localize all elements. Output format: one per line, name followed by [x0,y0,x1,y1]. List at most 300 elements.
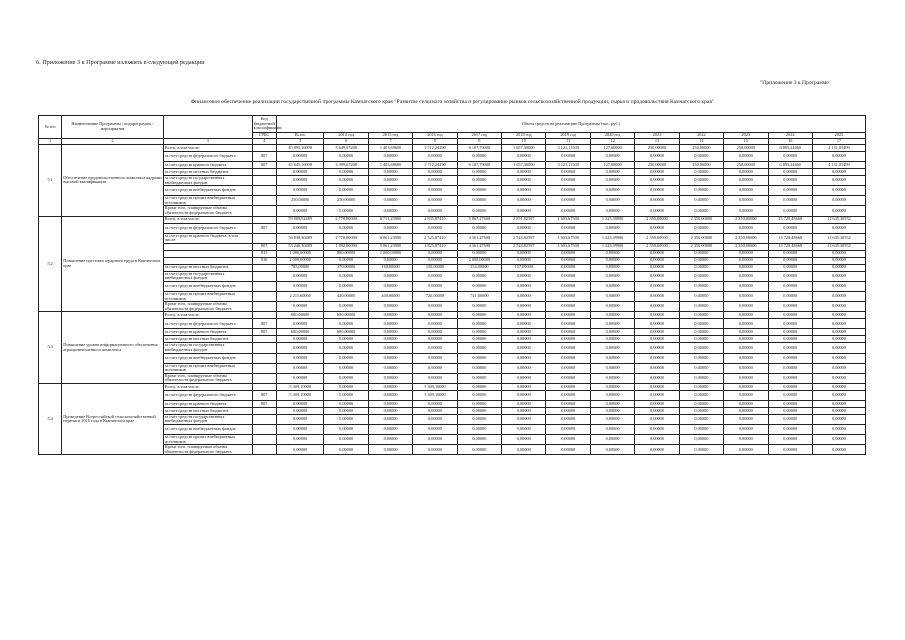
amount-cell: 0,00000 [502,281,546,291]
amount-cell: 2 350,00000 [679,243,723,250]
amount-cell: 0,00000 [635,281,679,291]
amount-cell: 0,00000 [413,343,457,353]
funding-source: за счет средств краевого бюджета [163,400,252,407]
amount-cell: 0,00000 [679,383,723,390]
amount-cell: 0,00000 [768,302,812,312]
table-row [39,162,866,169]
amount-cell: 0,00000 [502,414,546,424]
block-number: 5.3 [39,312,62,384]
amount-cell: 0,00000 [546,400,590,407]
header-year: 2019 год [546,133,590,139]
column-index: 5 [276,139,324,145]
amount-cell: 1 000,00000 [368,250,412,257]
amount-cell: 0,00000 [812,414,865,424]
amendment-line: 6. Приложение 3 к Программе изложить в следующей редакции [36,59,205,66]
amount-cell: 0,00000 [635,445,679,455]
amount-cell: 0,00000 [368,257,412,264]
funding-source: за счет средств государственных внебюджетных фондов [163,414,252,424]
table-row [39,250,866,257]
amount-cell: 0,00000 [768,383,812,390]
amount-cell: 0,00000 [502,343,546,353]
amount-cell: 0,00000 [324,435,368,445]
amount-cell: 0,00000 [276,435,324,445]
amount-cell: 0,00000 [457,329,501,336]
amount-cell: 0,00000 [457,186,501,196]
grbs-code [252,302,276,312]
block-name: Повышение престижа аграрного труда в Камчатском крае [62,216,164,312]
grbs-code [252,343,276,353]
amount-cell: 0,00000 [679,363,723,373]
amount-cell: 0,00000 [724,271,768,281]
amount-cell: 0,00000 [457,196,501,206]
amount-cell: 0,00000 [768,445,812,455]
amount-cell: 1 225,39900 [590,233,634,243]
amount-cell: 0,00000 [590,264,634,271]
amount-cell: 0,00000 [324,400,368,407]
amount-cell: 1 225,39900 [590,243,634,250]
amount-cell: 0,00000 [724,302,768,312]
funding-source: Всего, в том числе: [163,383,252,390]
amount-cell: 0,00000 [324,414,368,424]
table-row [39,302,866,312]
column-index: 15 [724,139,768,145]
amount-cell: 0,00000 [276,336,324,343]
amount-cell: 0,00000 [679,312,723,319]
amount-cell: 0,00000 [812,400,865,407]
amount-cell: 0,00000 [812,319,865,329]
amount-cell: 0,00000 [502,336,546,343]
table-row [39,336,866,343]
column-index: 2 [62,139,164,145]
table-row [39,353,866,363]
header-year: 2021 [635,133,679,139]
header-year: 2024 [768,133,812,139]
funding-source: за счет средств краевого бюджета [163,329,252,336]
amount-cell: 0,00000 [590,414,634,424]
amount-cell: 0,00000 [679,425,723,435]
amount-cell: 0,00000 [724,250,768,257]
amount-cell: 0,00000 [724,169,768,176]
funding-source: за счет средств государственных внебюджетных фондов [163,343,252,353]
amount-cell: 0,00000 [413,435,457,445]
table-row [39,363,866,373]
header-year: 2022 [679,133,723,139]
amount-cell: 0,00000 [768,169,812,176]
amount-cell: 0,00000 [724,264,768,271]
amount-cell: 160,00000 [368,264,412,271]
table-row [39,196,866,206]
table-row [39,243,866,250]
amount-cell: 170,00000 [324,264,368,271]
amount-cell: 0,00000 [635,302,679,312]
funding-source: за счет средств краевого бюджета, в том числе: [163,233,252,243]
amount-cell: 0,00000 [546,312,590,319]
amount-cell: 0,00000 [635,400,679,407]
amount-cell: 3 399,67208 [324,162,368,169]
amount-cell: 0,00000 [546,291,590,301]
header-year: 2016 год [413,133,457,139]
amount-cell: 0,00000 [768,435,812,445]
amount-cell: 0,00000 [679,281,723,291]
funding-source: за счет средств краевого бюджета [163,162,252,169]
amount-cell: 0,00000 [679,319,723,329]
amount-cell: 0,00000 [635,169,679,176]
amount-cell: 0,00000 [768,329,812,336]
amount-cell: 0,00000 [368,400,412,407]
funding-source: за счет средств государственных внебюджетных фондов [163,271,252,281]
funding-source: за счет средств прочих внебюджетных источников [163,363,252,373]
amount-cell: 0,00000 [413,373,457,383]
amount-cell: 0,00000 [324,271,368,281]
amount-cell: 680,00000 [324,329,368,336]
amount-cell: 0,00000 [590,425,634,435]
amount-cell: 1 657,30000 [502,162,546,169]
header-year: 2018 год [502,133,546,139]
amount-cell: 0,00000 [679,169,723,176]
amount-cell: 0,00000 [546,329,590,336]
table-row [39,145,866,152]
amount-cell: 0,00000 [590,176,634,186]
amount-cell: 250,00000 [635,162,679,169]
amount-cell: 0,00000 [724,363,768,373]
amount-cell: 0,00000 [679,373,723,383]
table-row [39,257,866,264]
amount-cell: 0,00000 [457,169,501,176]
amount-cell: 0,00000 [724,152,768,162]
amount-cell: 5 309,10000 [413,390,457,400]
amount-cell: 0,00000 [368,319,412,329]
amount-cell: 0,00000 [724,383,768,390]
funding-source: за счет средств федерального бюджета [163,319,252,329]
header-num: № п/п [39,116,62,139]
column-index: 16 [768,139,812,145]
amount-cell: 680,00000 [324,312,368,319]
amount-cell: 0,00000 [812,383,865,390]
amount-cell: 1 712,24290 [413,162,457,169]
amount-cell: 0,00000 [679,176,723,186]
amount-cell: 0,00000 [502,329,546,336]
amount-cell: 0,00000 [635,196,679,206]
table-row [39,216,866,223]
funding-source [163,250,252,257]
grbs-code [252,216,276,223]
amount-cell: 0,00000 [724,373,768,383]
amount-cell: 0,00000 [368,271,412,281]
amount-cell: 0,00000 [368,329,412,336]
amount-cell: 2 524,82597 [502,243,546,250]
amount-cell: 0,00000 [368,343,412,353]
amount-cell: 0,00000 [413,176,457,186]
amount-cell: 0,00000 [812,196,865,206]
amount-cell: 0,00000 [724,400,768,407]
amount-cell: 0,00000 [368,407,412,414]
amount-cell: 0,00000 [812,176,865,186]
amount-cell: 0,00000 [812,343,865,353]
amount-cell: 0,00000 [812,250,865,257]
amount-cell: 0,00000 [457,152,501,162]
amount-cell: 0,00000 [724,407,768,414]
amount-cell: 0,00000 [546,281,590,291]
amount-cell: 250,00000 [679,145,723,152]
amount-cell: 0,00000 [324,169,368,176]
amount-cell: 0,00000 [324,176,368,186]
amount-cell: 0,00000 [812,257,865,264]
amount-cell: 0,00000 [457,223,501,233]
amount-cell: 6 895,24460 [768,162,812,169]
amount-cell: 0,00000 [546,435,590,445]
table-row [39,176,866,186]
amount-cell: 0,00000 [679,186,723,196]
amount-cell: 0,00000 [413,169,457,176]
grbs-code [252,373,276,383]
grbs-code [252,425,276,435]
amount-cell: 0,00000 [768,363,812,373]
amount-cell: 0,00000 [635,264,679,271]
amount-cell: 0,00000 [724,291,768,301]
amount-cell: 0,00000 [590,390,634,400]
amount-cell: 0,00000 [590,407,634,414]
amount-cell: 0,00000 [457,445,501,455]
amount-cell: 4 131,05499 [812,145,865,152]
amount-cell: 0,00000 [679,206,723,216]
column-index: 7 [368,139,412,145]
amount-cell: 0,00000 [413,312,457,319]
amount-cell: 0,00000 [546,302,590,312]
amount-cell: 0,00000 [502,152,546,162]
table-header [39,116,866,145]
amount-cell: 5 867,27600 [457,216,501,223]
amount-cell: 127,00000 [590,162,634,169]
amount-cell: 0,00000 [546,271,590,281]
amount-cell: 2 835,87410 [413,216,457,223]
amount-cell: 0,00000 [457,271,501,281]
amount-cell: 0,00000 [546,257,590,264]
amount-cell: 5 309,10000 [413,383,457,390]
table-row [39,400,866,407]
amount-cell: 0,00000 [546,250,590,257]
amount-cell: 720,00000 [413,291,457,301]
amount-cell: 0,00000 [457,425,501,435]
amount-cell: 2 778,80000 [324,216,368,223]
amount-cell: 0,00000 [368,336,412,343]
amount-cell: 0,00000 [679,291,723,301]
funding-source: за счет средств внебюджетных фондов [163,353,252,363]
column-index: 11 [546,139,590,145]
amount-cell: 0,00000 [457,414,501,424]
table-row [39,407,866,414]
grbs-code [252,186,276,196]
funding-source: за счет средств внебюджетных фондов [163,281,252,291]
amount-cell: 0,00000 [768,176,812,186]
amount-cell: 0,00000 [413,414,457,424]
amount-cell: 0,00000 [368,390,412,400]
amount-cell: 0,00000 [768,250,812,257]
table-row [39,414,866,424]
amount-cell: 0,00000 [679,390,723,400]
table-row [39,343,866,353]
funding-source: Кроме того, планируемые объемы обязательств федерального бюджета [163,373,252,383]
amount-cell: 0,00000 [368,373,412,383]
amount-cell: 0,00000 [812,152,865,162]
amount-cell: 0,00000 [502,223,546,233]
funding-source: за счет средств местных бюджетов [163,264,252,271]
amount-cell: 0,00000 [590,271,634,281]
funding-source: Всего, в том числе: [163,312,252,319]
amount-cell: 0,00000 [413,223,457,233]
grbs-code [252,353,276,363]
amount-cell: 0,00000 [276,186,324,196]
amount-cell: 0,00000 [768,312,812,319]
amount-cell: 0,00000 [276,425,324,435]
amount-cell: 11 645,30552 [812,243,865,250]
amount-cell: 0,00000 [457,302,501,312]
amount-cell: 0,00000 [276,445,324,455]
amount-cell: 0,00000 [502,363,546,373]
amount-cell: 11 645,30552 [812,216,865,223]
amount-cell: 0,00000 [276,400,324,407]
amount-cell: 0,00000 [768,414,812,424]
amount-cell: 0,00000 [812,353,865,363]
amount-cell: 0,00000 [457,353,501,363]
amount-cell: 0,00000 [635,435,679,445]
grbs-code: 807 [252,152,276,162]
amount-cell: 0,00000 [724,435,768,445]
amount-cell: 0,00000 [590,445,634,455]
amount-cell: 0,00000 [276,169,324,176]
grbs-code [252,233,276,243]
amount-cell: 0,00000 [413,319,457,329]
funding-source: за счет средств внебюджетных фондов [163,425,252,435]
amount-cell: 2 350,00000 [635,216,679,223]
amount-cell: 0,00000 [635,186,679,196]
amount-cell: 0,00000 [368,425,412,435]
amount-cell: 0,00000 [502,169,546,176]
amount-cell: 0,00000 [324,223,368,233]
amount-cell: 680,00000 [276,312,324,319]
amount-cell: 0,00000 [724,445,768,455]
amount-cell: 0,00000 [546,176,590,186]
header-year: 2014 год [324,133,368,139]
column-index: 6 [324,139,368,145]
funding-source: Кроме того, планируемые объемы обязательств федерального бюджета [163,206,252,216]
amount-cell: 0,00000 [413,152,457,162]
amount-cell: 0,00000 [546,336,590,343]
amount-cell: 5 061,23900 [368,243,412,250]
amount-cell: 0,00000 [457,383,501,390]
amount-cell: 0,00000 [368,223,412,233]
amount-cell: 154,00000 [457,264,501,271]
amount-cell: 0,00000 [502,250,546,257]
amount-cell: 127,00000 [590,145,634,152]
amount-cell: 0,00000 [812,312,865,319]
funding-source: за счет средств местных бюджетов [163,169,252,176]
amount-cell: 0,00000 [368,152,412,162]
amount-cell: 0,00000 [590,152,634,162]
amount-cell: 0,00000 [724,176,768,186]
amount-cell: 0,00000 [590,206,634,216]
amount-cell: 0,00000 [768,319,812,329]
amount-cell: 0,00000 [324,390,368,400]
table-row [39,152,866,162]
amount-cell: 0,00000 [768,196,812,206]
amount-cell: 0,00000 [413,407,457,414]
block-number: 5.1 [39,145,62,217]
amount-cell: 2 350,00000 [724,233,768,243]
amount-cell: 0,00000 [679,329,723,336]
amount-cell: 0,00000 [276,343,324,353]
grbs-code [252,196,276,206]
amount-cell: 0,00000 [502,206,546,216]
amount-cell: 0,00000 [546,445,590,455]
amount-cell: 1 403,69600 [368,162,412,169]
amount-cell: 0,00000 [635,353,679,363]
amount-cell: 1 892,80000 [324,243,368,250]
amount-cell: 0,00000 [679,435,723,445]
amount-cell: 0,00000 [546,223,590,233]
amount-cell: 0,00000 [768,343,812,353]
amount-cell: 0,00000 [324,206,368,216]
amount-cell: 0,00000 [324,281,368,291]
column-index: 1 [39,139,62,145]
amount-cell: 0,00000 [546,169,590,176]
amount-cell: 0,00000 [768,425,812,435]
amount-cell: 0,00000 [679,414,723,424]
amount-cell: 0,00000 [368,281,412,291]
amount-cell: 0,00000 [812,329,865,336]
amount-cell: 0,00000 [324,445,368,455]
amount-cell: 0,00000 [590,435,634,445]
funding-source: за счет средств федерального бюджета [163,390,252,400]
amount-cell: 59 009,92489 [276,216,324,223]
amount-cell: 0,00000 [679,257,723,264]
amount-cell: 6 061,23900 [368,233,412,243]
amount-cell: 0,00000 [590,383,634,390]
table-row [39,281,866,291]
grbs-code [252,291,276,301]
amount-cell: 0,00000 [457,250,501,257]
funding-source: за счет средств местных бюджетов [163,336,252,343]
amount-cell: 880,00000 [324,250,368,257]
amount-cell: 0,00000 [635,363,679,373]
grbs-code [252,312,276,319]
funding-source: за счет средств федерального бюджета [163,223,252,233]
grbs-code [252,435,276,445]
amount-cell: 4 361,27600 [457,243,501,250]
amount-cell: 1 657,30000 [502,145,546,152]
amount-cell: 1 403,69600 [368,145,412,152]
amount-cell: 0,00000 [546,390,590,400]
appendix-label: "Приложение 3 к Программе [760,80,829,86]
funding-source: за счет средств прочих внебюджетных источников [163,196,252,206]
amount-cell: 13 720,48668 [768,243,812,250]
column-index: 3 [163,139,252,145]
amount-cell: 1 825,87410 [413,243,457,250]
header-name: Наименование Программы / подпрограммы / мероприятия [62,116,164,139]
amount-cell: 1 603,67500 [546,233,590,243]
amount-cell: 0,00000 [502,186,546,196]
amount-cell: 0,00000 [457,281,501,291]
amount-cell: 0,00000 [812,390,865,400]
table-row [39,373,866,383]
grbs-code: 807 [252,223,276,233]
amount-cell: 0,00000 [768,206,812,216]
amount-cell: 0,00000 [546,383,590,390]
amount-cell: 0,00000 [635,291,679,301]
header-year: 2023 [724,133,768,139]
table-row [39,312,866,319]
amount-cell: 0,00000 [679,152,723,162]
amount-cell: 0,00000 [413,281,457,291]
